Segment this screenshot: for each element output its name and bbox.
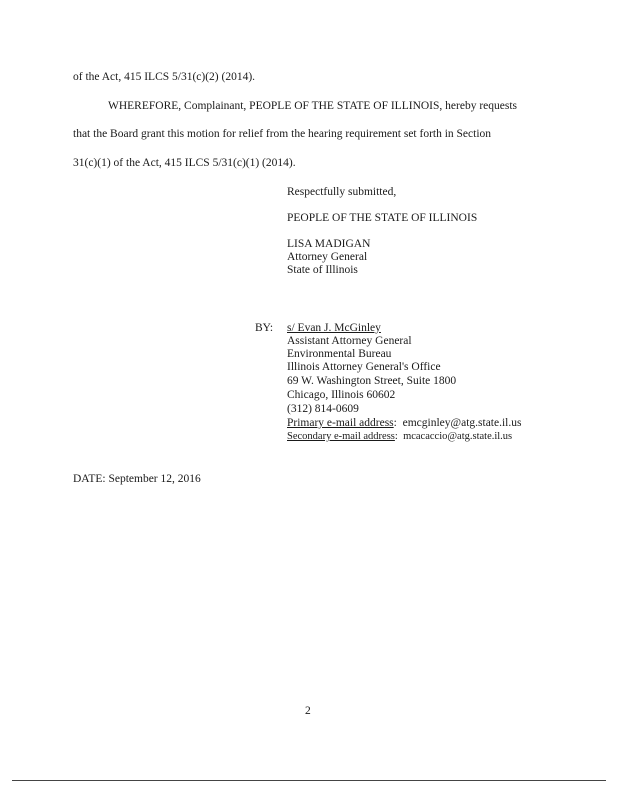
by-label: BY: — [255, 322, 274, 334]
secondary-email-label: Secondary e-mail address — [287, 431, 395, 442]
secondary-email-row — [287, 431, 512, 442]
primary-email-row — [287, 417, 521, 429]
party-name: PEOPLE OF THE STATE OF ILLINOIS — [287, 212, 478, 224]
secondary-email[interactable]: mcacaccio@atg.state.il.us — [403, 431, 513, 442]
body-line-2: WHEREFORE, Complainant, PEOPLE OF THE STATE OF ILLINOIS, hereby requests — [108, 100, 517, 112]
date-line: DATE: September 12, 2016 — [73, 473, 201, 485]
page-number: 2 — [305, 705, 311, 717]
body-line-3: that the Board grant this motion for relief from the hearing requirement set forth in Section — [73, 128, 492, 140]
signer-office: Illinois Attorney General's Office — [287, 361, 441, 373]
closing: Respectfully submitted, — [287, 186, 397, 198]
signer-street: 69 W. Washington Street, Suite 1800 — [287, 375, 457, 387]
page-bottom-rule — [12, 780, 606, 781]
signer-title: Assistant Attorney General — [287, 335, 412, 347]
attorney-general-title: Attorney General — [287, 251, 368, 263]
primary-email-label: Primary e-mail address — [287, 417, 394, 429]
primary-email-colon: : — [393, 417, 403, 429]
body-line-1: of the Act, 415 ILCS 5/31(c)(2) (2014). — [73, 71, 256, 83]
primary-email[interactable]: emcginley@atg.state.il.us — [402, 417, 522, 429]
electronic-signature: s/ Evan J. McGinley — [287, 322, 381, 334]
signer-phone: (312) 814-0609 — [287, 403, 359, 415]
signer-city: Chicago, Illinois 60602 — [287, 389, 396, 401]
attorney-general-name: LISA MADIGAN — [287, 238, 371, 250]
attorney-general-state: State of Illinois — [287, 264, 358, 276]
signer-bureau: Environmental Bureau — [287, 348, 392, 360]
secondary-email-colon: : — [394, 431, 404, 442]
body-line-4: 31(c)(1) of the Act, 415 ILCS 5/31(c)(1) (2014). — [73, 157, 296, 169]
